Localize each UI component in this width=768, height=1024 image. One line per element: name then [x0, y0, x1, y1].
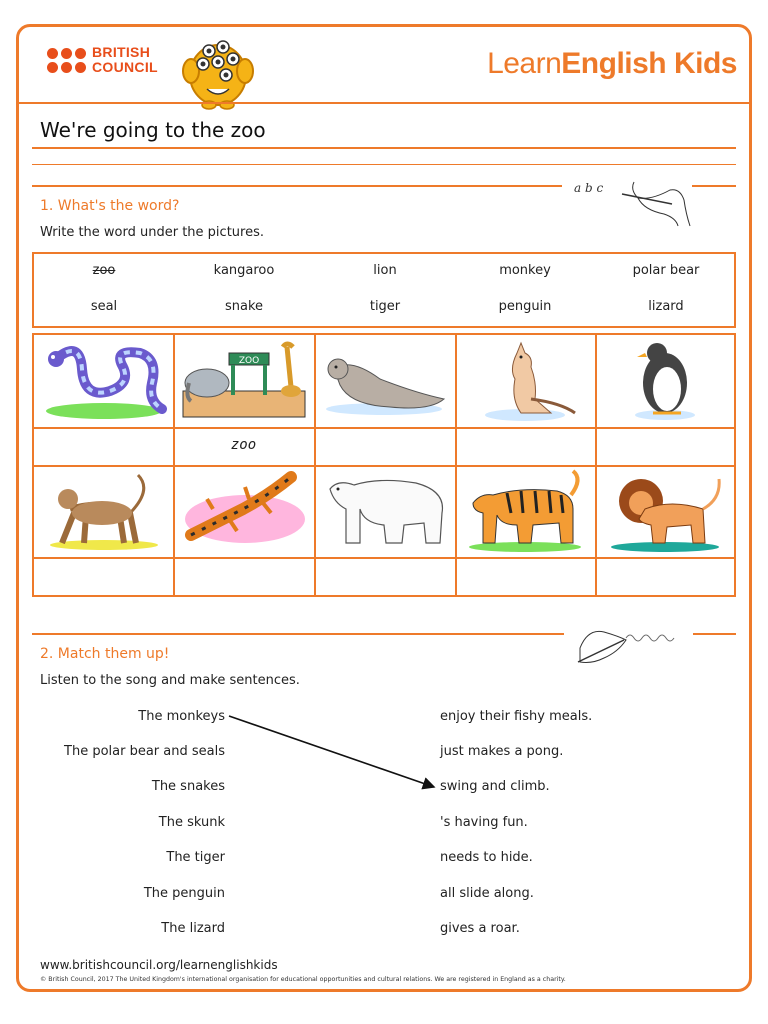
- bc-line1: BRITISH: [92, 44, 151, 60]
- match-right-item: just makes a pong.: [440, 744, 564, 759]
- word-bank-item: monkey: [499, 263, 551, 278]
- page-title: We're going to the zoo: [40, 118, 266, 142]
- match-left-item: The monkeys: [138, 709, 225, 724]
- footer-copyright: © British Council, 2017 The United Kingdom's international organisation for educational opportunities and cultural relations. We are registered in England as a charity.: [40, 976, 566, 983]
- word-bank-item: zoo: [92, 263, 116, 278]
- word-bank-item: seal: [90, 299, 118, 314]
- match-right-item: needs to hide.: [440, 850, 533, 865]
- section1-heading: 1. What's the word?: [40, 198, 180, 214]
- word-bank-item: lion: [373, 263, 397, 278]
- bc-line2: COUNCIL: [92, 59, 158, 75]
- match-right-item: 's having fun.: [440, 815, 528, 830]
- answer-zoo: zoo: [230, 437, 257, 453]
- hand-letters: a b c: [574, 181, 604, 195]
- word-bank-item: snake: [224, 299, 264, 314]
- footer-url[interactable]: www.britishcouncil.org/learnenglishkids: [40, 958, 278, 972]
- match-left-item: The polar bear and seals: [64, 744, 225, 759]
- match-right-item: enjoy their fishy meals.: [440, 709, 593, 724]
- match-right-item: swing and climb.: [440, 779, 550, 794]
- zoo-sign: ZOO: [238, 356, 260, 366]
- word-bank-item: lizard: [648, 299, 684, 314]
- lek-learn: Learn: [487, 47, 562, 80]
- word-bank-item: tiger: [369, 299, 401, 314]
- match-left-item: The penguin: [143, 886, 225, 901]
- lek-kids: Kids: [666, 47, 737, 80]
- lek-english: English: [561, 47, 667, 80]
- match-left-item: The lizard: [161, 921, 225, 936]
- match-right-item: gives a roar.: [440, 921, 520, 936]
- match-left-item: The tiger: [166, 850, 225, 865]
- word-bank-item: polar bear: [632, 263, 700, 278]
- section2-heading: 2. Match them up!: [40, 646, 170, 662]
- word-bank-item: kangaroo: [213, 263, 275, 278]
- section2-instruction: Listen to the song and make sentences.: [40, 673, 300, 688]
- match-left-item: The snakes: [151, 779, 225, 794]
- section1-instruction: Write the word under the pictures.: [40, 225, 264, 240]
- match-left-item: The skunk: [158, 815, 225, 830]
- match-right-item: all slide along.: [440, 886, 534, 901]
- word-bank-item: penguin: [498, 299, 552, 314]
